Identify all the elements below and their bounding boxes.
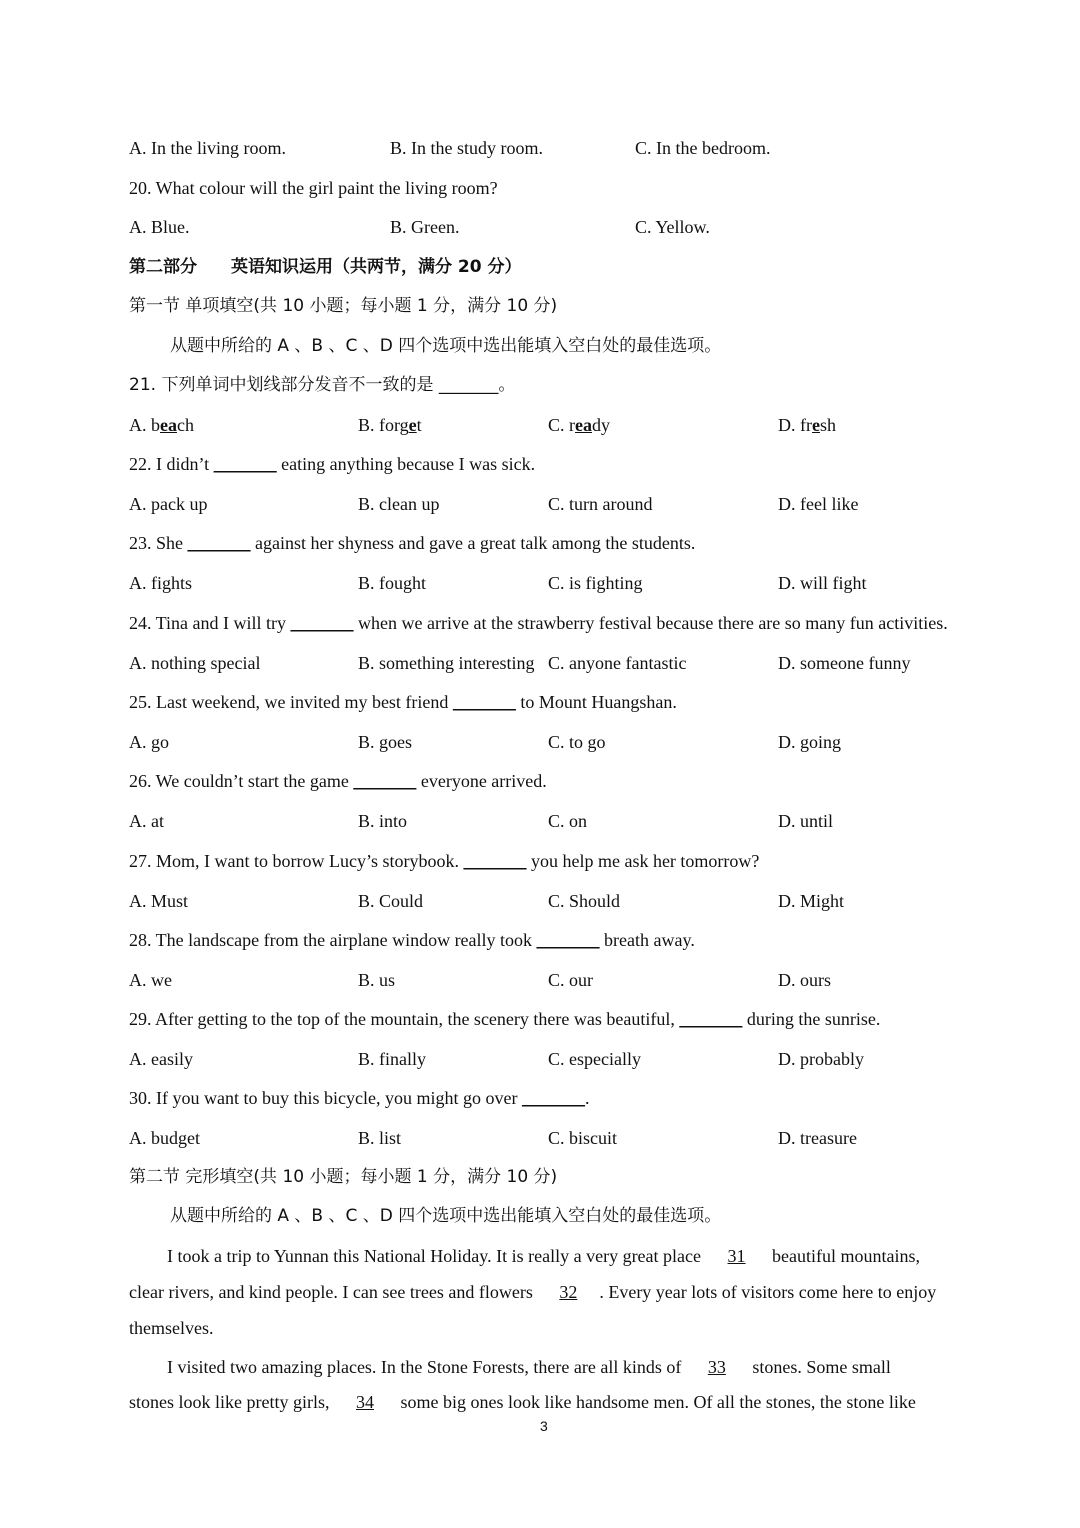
q20-stem: 20. What colour will the girl paint the living room? [129,178,498,198]
question-option: A. pack up [129,494,208,514]
question-stem: 27. Mom, I want to borrow Lucy’s storybook. _______ you help me ask her tomorrow? [129,851,760,871]
question-option: A. at [129,811,164,831]
question-option: D. someone funny [778,653,911,673]
question-stem: 23. She _______ against her shyness and gave a great talk among the students. [129,533,696,553]
question-option: B. list [358,1128,402,1148]
question-option: D. feel like [778,494,859,514]
question-option: C. especially [548,1049,641,1069]
question-option: D. will fight [778,573,867,593]
question-option: D. treasure [778,1128,857,1148]
question-stem: 30. If you want to buy this bicycle, you might go over _______. [129,1088,590,1108]
blank-33: 33 [707,1357,726,1377]
section1-title: 第一节 单项填空(共 10 小题；每小题 1 分，满分 10 分) [129,296,558,316]
q21-option-a: A. beach [129,415,194,435]
question-option: B. Could [358,891,424,911]
question-stem: 22. I didn’t _______ eating anything because I was sick. [129,454,536,474]
question-option: C. is fighting [548,573,643,593]
answer-blank: _______ [290,613,354,633]
q21-option-b: B. forget [358,415,422,435]
question-option: D. until [778,811,834,831]
passage-line: stones look like pretty girls, 34 some big ones look like handsome men. Of all the stones, the stone like [129,1392,916,1412]
question-stem: 25. Last weekend, we invited my best friend _______ to Mount Huangshan. [129,692,677,712]
section2-instruction: 从题中所给的 A 、B 、C 、D 四个选项中选出能填入空白处的最佳选项。 [170,1206,722,1226]
question-option: A. we [129,970,172,990]
answer-blank: _______ [213,454,277,474]
section1-instruction: 从题中所给的 A 、B 、C 、D 四个选项中选出能填入空白处的最佳选项。 [170,336,722,356]
answer-blank: _______ [187,533,251,553]
question-option: B. us [358,970,396,990]
answer-blank: _______ [521,1088,585,1108]
question-option: A. Must [129,891,189,911]
blank-31: 31 [727,1246,746,1266]
question-stem: 28. The landscape from the airplane window really took _______ breath away. [129,930,695,950]
passage-line: clear rivers, and kind people. I can see trees and flowers 32 . Every year lots of visitors come here to enjoy [129,1282,937,1302]
question-option: C. Should [548,891,621,911]
passage-line: I took a trip to Yunnan this National Holiday. It is really a very great place 31 beautiful mountains, [167,1246,920,1266]
q21-stem: 21. 下列单词中划线部分发音不一致的是 _______。 [129,375,516,395]
part2-title: 第二部分 英语知识运用（共两节，满分 20 分） [129,257,522,277]
q21-option-c: C. ready [548,415,610,435]
q20-option-c: C. Yellow. [635,217,710,237]
question-stem: 26. We couldn’t start the game _______ everyone arrived. [129,771,547,791]
passage-line: I visited two amazing places. In the Stone Forests, there are all kinds of 33 stones. Some small [167,1357,891,1377]
q20-option-a: A. Blue. [129,217,190,237]
q19-option-c: C. In the bedroom. [635,138,771,158]
answer-blank: _______ [536,930,600,950]
page-number: 3 [540,1418,548,1434]
section2-title: 第二节 完形填空(共 10 小题；每小题 1 分，满分 10 分) [129,1167,558,1187]
question-option: B. something interesting [358,653,535,673]
question-stem: 29. After getting to the top of the mountain, the scenery there was beautiful, _______ during the sunrise. [129,1009,881,1029]
question-option: D. ours [778,970,831,990]
answer-blank: _______ [463,851,527,871]
question-option: A. go [129,732,169,752]
question-option: A. nothing special [129,653,261,673]
question-option: D. probably [778,1049,864,1069]
question-option: A. budget [129,1128,200,1148]
question-option: C. turn around [548,494,653,514]
question-option: C. on [548,811,588,831]
question-option: B. into [358,811,408,831]
question-option: C. our [548,970,593,990]
question-option: C. biscuit [548,1128,618,1148]
q20-option-b: B. Green. [390,217,460,237]
question-option: D. Might [778,891,845,911]
question-stem: 24. Tina and I will try _______ when we arrive at the strawberry festival because there are so many fun activities. [129,613,948,633]
passage-line: themselves. [129,1318,214,1338]
question-option: C. anyone fantastic [548,653,687,673]
answer-blank: _______ [679,1009,743,1029]
blank-34: 34 [355,1392,374,1412]
question-option: B. clean up [358,494,440,514]
q19-option-b: B. In the study room. [390,138,543,158]
question-option: A. easily [129,1049,193,1069]
question-option: D. going [778,732,841,752]
answer-blank: _______ [353,771,417,791]
question-option: B. finally [358,1049,426,1069]
blank-32: 32 [559,1282,578,1302]
question-option: C. to go [548,732,606,752]
answer-blank: _______ [452,692,516,712]
question-option: A. fights [129,573,192,593]
q21-option-d: D. fresh [778,415,837,435]
question-option: B. fought [358,573,427,593]
question-option: B. goes [358,732,412,752]
q19-option-a: A. In the living room. [129,138,286,158]
